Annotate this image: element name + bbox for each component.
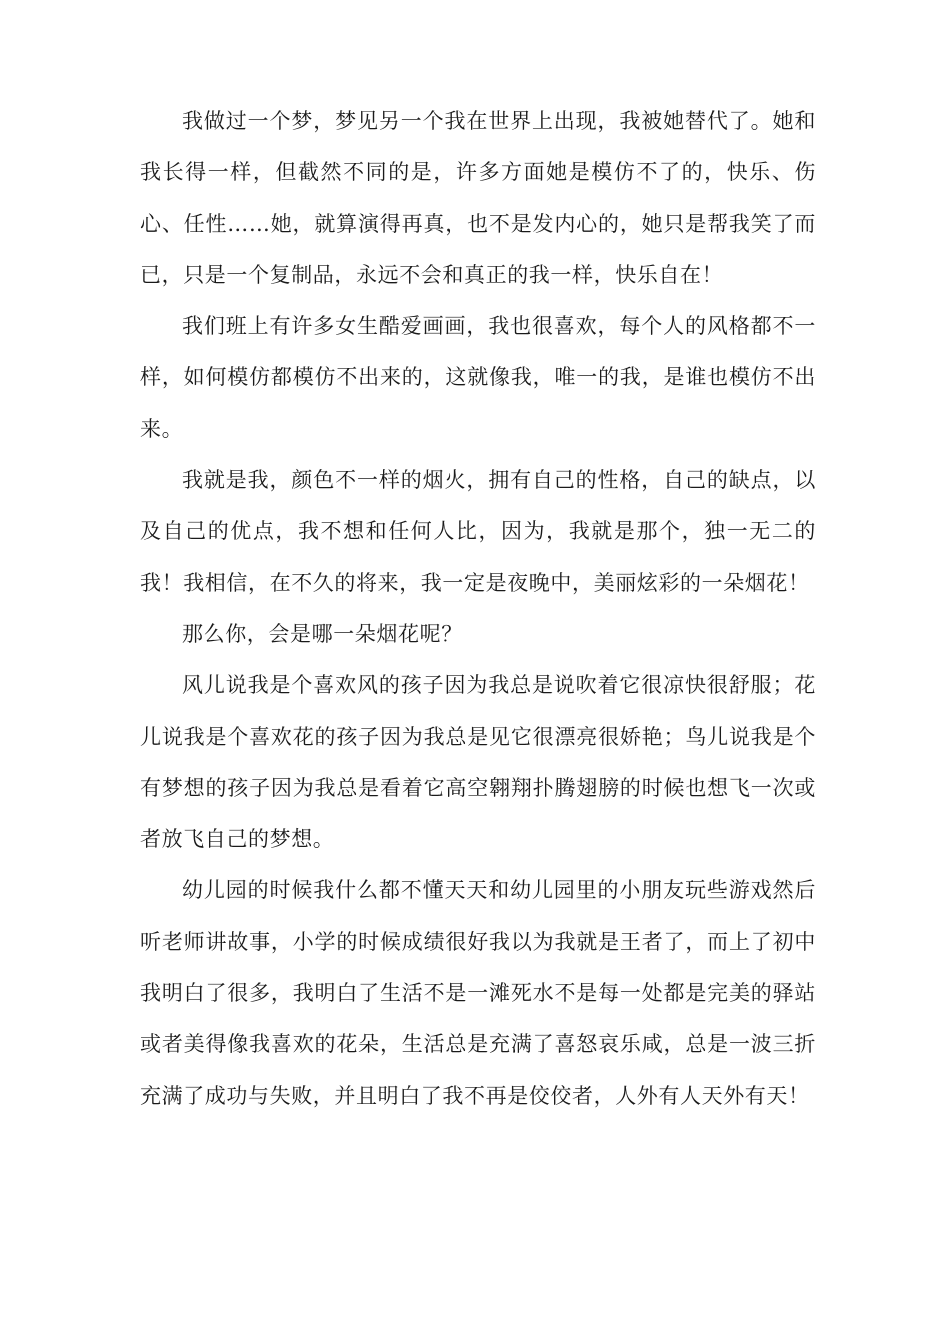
paragraph-fireworks: 我就是我，颜色不一样的烟火，拥有自己的性格，自己的缺点，以及自己的优点，我不想和任何人比，因为，我就是那个，独一无二的我！我相信，在不久的将来，我一定是夜晚中，美丽炫彩的一朵烟花！ [140,468,816,595]
paragraph-question: 那么你，会是哪一朵烟花呢？ [182,621,463,646]
document-body [140,96,816,1122]
paragraph-drawing: 我们班上有许多女生酷爱画画，我也很喜欢，每个人的风格都不一样，如何模仿都模仿不出来的，这就像我，唯一的我，是谁也模仿不出来。 [140,314,816,441]
paragraph-dream: 我做过一个梦，梦见另一个我在世界上出现，我被她替代了。她和我长得一样，但截然不同的是，许多方面她是模仿不了的，快乐、伤心、任性……她，就算演得再真，也不是发内心的，她只是帮我笑了而已，只是一个复制品，永远不会和真正的我一样，快乐自在！ [140,109,816,287]
paragraph-nature: 风儿说我是个喜欢风的孩子因为我总是说吹着它很凉快很舒服；花儿说我是个喜欢花的孩子因为我总是见它很漂亮很娇艳；鸟儿说我是个有梦想的孩子因为我总是看着它高空翱翔扑腾翅膀的时候也想飞一次或者放飞自己的梦想。 [140,673,816,852]
paragraph-growing-up: 幼儿园的时候我什么都不懂天天和幼儿园里的小朋友玩些游戏然后听老师讲故事，小学的时候成绩很好我以为我就是王者了，而上了初中我明白了很多，我明白了生活不是一滩死水不是每一处都是完美的驿站或者美得像我喜欢的花朵，生活总是充满了喜怒哀乐咸，总是一波三折充满了成功与失败，并且明白了我不再是佼佼者，人外有人天外有天！ [140,878,816,1108]
